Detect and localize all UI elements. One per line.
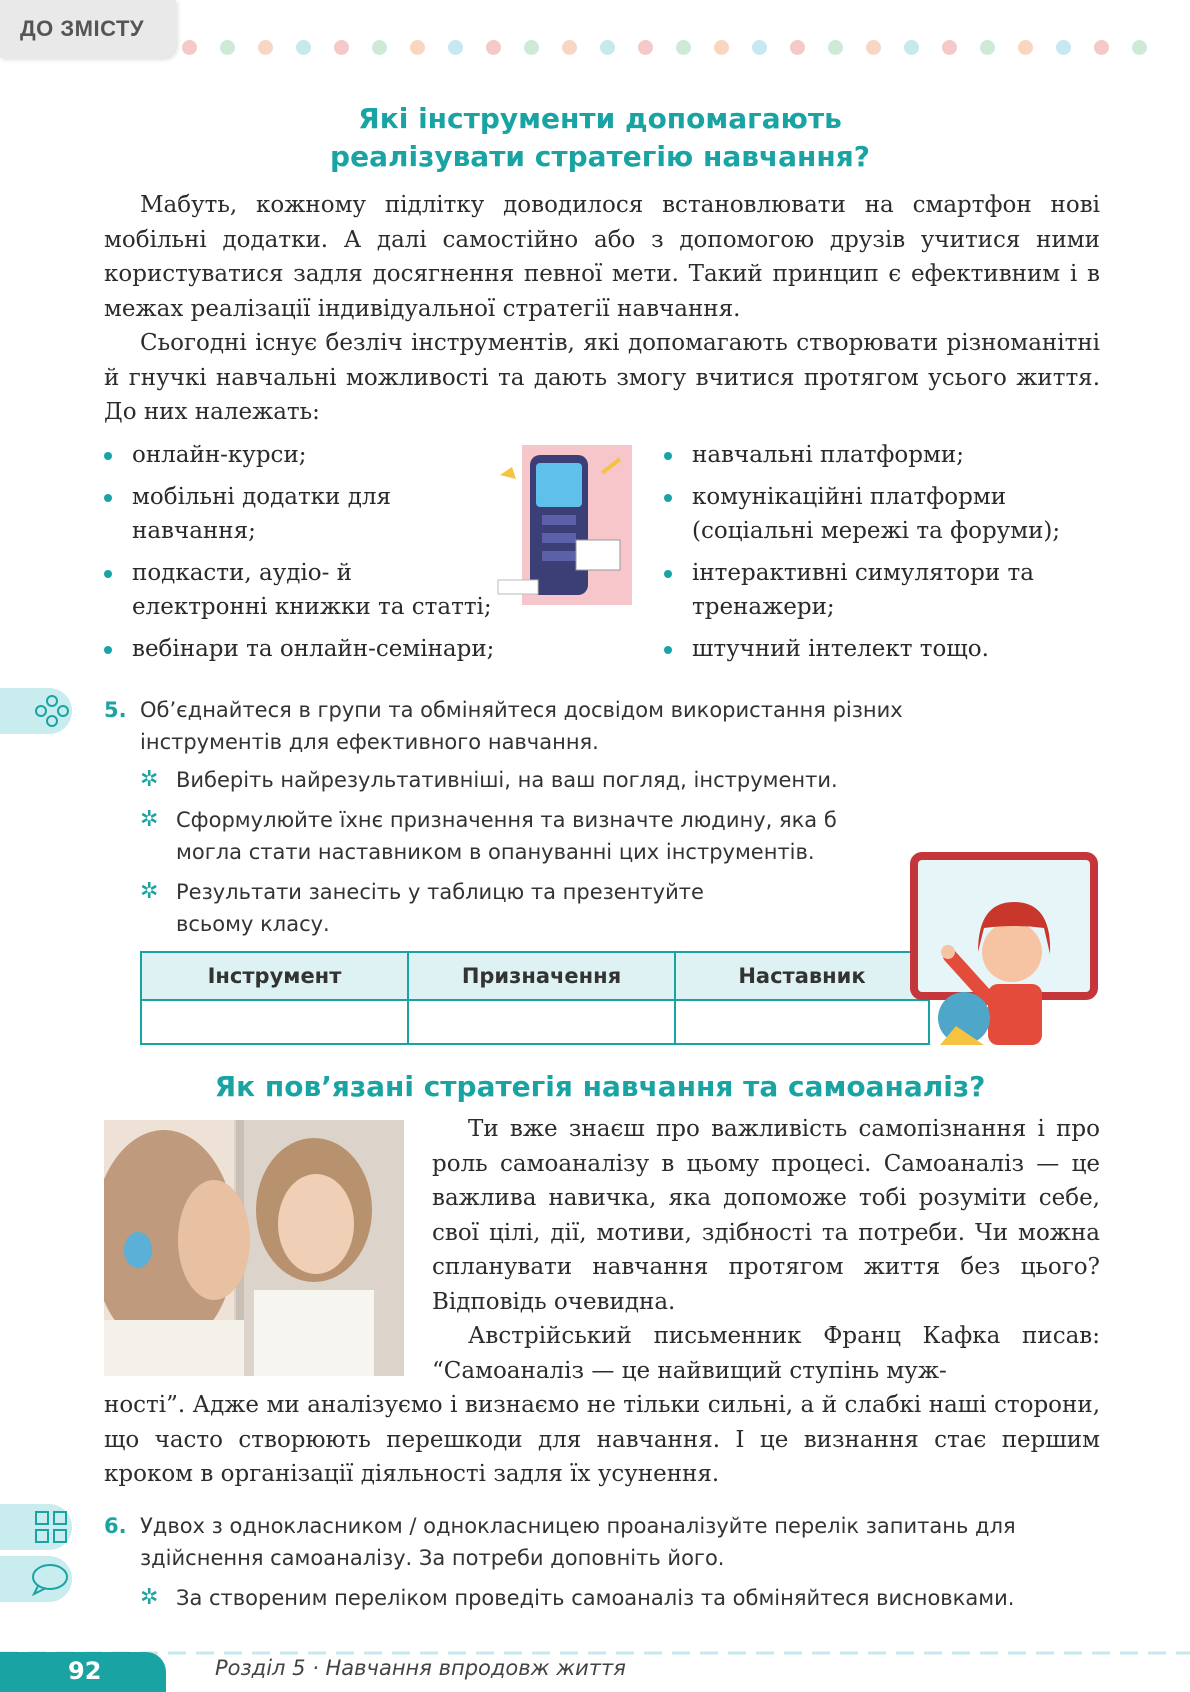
sparkle-icon: ✲	[140, 1585, 159, 1610]
section-title-line-1: Які інструменти допомагають	[358, 102, 842, 135]
list-item: штучний інтелект тощо.	[662, 632, 1102, 666]
toc-link[interactable]: ДО ЗМІСТУ	[0, 0, 176, 58]
task-number: 5.	[104, 698, 127, 722]
table-header: Призначення	[408, 952, 675, 1000]
tools-list-right	[662, 438, 1102, 674]
decorative-dot	[980, 40, 995, 55]
subtask-text: Сформулюйте їхнє призначення та визначте людину, яка б могла стати наставником в опануванні цих інструментів.	[176, 808, 837, 864]
decorative-dot	[828, 40, 843, 55]
paragraph: Ти вже знаєш про важливість самопізнання і про роль самоаналізу в цьому процесі. Самоаналіз — це важлива навичка, яка допоможе тобі розуміти себе, свої цілі, дії, мотиви, здібності та потреби. Чи можна спланувати навчання протягом життя без цього? Відповідь очевидна.	[432, 1116, 1100, 1315]
subtask-text: Виберіть найрезультативніші, на ваш погляд, інструменти.	[176, 768, 838, 792]
tools-list-left	[102, 438, 512, 674]
decorative-dot	[790, 40, 805, 55]
running-title: Розділ 5 · Навчання впродовж життя	[215, 1656, 626, 1680]
decorative-dot	[410, 40, 425, 55]
decorative-dot	[296, 40, 311, 55]
section-title-line-2: реалізувати стратегію навчання?	[330, 140, 870, 173]
decorative-dot	[1056, 40, 1071, 55]
list-item: онлайн-курси;	[102, 438, 512, 472]
sparkle-icon: ✲	[140, 807, 159, 832]
decorative-dot	[1018, 40, 1033, 55]
task-5	[104, 694, 1004, 758]
table-header: Наставник	[675, 952, 929, 1000]
paragraph: ності”. Адже ми аналізуємо і визнаємо не тільки сильні, а й слабкі наші сторони, що часто створюють перешкоди для навчання. І це визнання стає першим кроком в організації діяльності задля їх усунення.	[104, 1392, 1100, 1487]
decorative-dot	[866, 40, 881, 55]
list-item: мобільні додатки для навчання;	[102, 480, 392, 548]
task-6-subitem	[140, 1582, 1100, 1614]
subtask-text: За створеним переліком проведіть самоаналіз та обміняйтеся висновками.	[176, 1586, 1015, 1610]
teacher-illustration	[900, 848, 1100, 1045]
task-5-subitems	[140, 764, 910, 940]
decorative-dot	[220, 40, 235, 55]
decorative-dot	[258, 40, 273, 55]
self-analysis-text-continued	[104, 1388, 1100, 1492]
decorative-dot	[182, 40, 197, 55]
task-number: 6.	[104, 1514, 127, 1538]
decorative-dot	[448, 40, 463, 55]
task-text: Удвох з однокласником / однокласницею проаналізуйте перелік запитань для здійснення самоаналізу. За потреби доповніть його.	[140, 1514, 1016, 1570]
section-title: Як пов’язані стратегія навчання та самоаналіз?	[214, 1070, 986, 1103]
grid-icon	[34, 1510, 68, 1544]
table-cell[interactable]	[141, 1000, 408, 1044]
list-item: інтерактивні симулятори та тренажери;	[662, 556, 1062, 624]
section-title	[100, 100, 1100, 176]
decorative-dot	[714, 40, 729, 55]
table-header: Інструмент	[141, 952, 408, 1000]
self-analysis-text	[432, 1112, 1100, 1388]
list-item: навчальні платформи;	[662, 438, 1102, 472]
discussion-tab	[0, 1556, 72, 1602]
paragraph: Мабуть, кожному підлітку доводилося встановлювати на смартфон нові мобільні додатки. А далі самостійно або з допомогою друзів учитися ними користуватися задля досягнення певної мети. Такий принцип є ефективним і в межах реалізації індивідуальної стратегії навчання.	[104, 192, 1100, 322]
paragraph: Сьогодні існує безліч інструментів, які допомагають створювати різноманітні й гнучкі навчальні можливості та дають змогу вчитися протягом усього життя. До них належать:	[104, 330, 1100, 425]
tools-table	[140, 951, 930, 1045]
footer-dashes	[0, 1640, 1190, 1644]
decorative-dot	[1132, 40, 1147, 55]
decorative-dot	[372, 40, 387, 55]
intro-text	[104, 188, 1100, 430]
list-item: вебінари та онлайн-семінари;	[102, 632, 582, 666]
table-row	[141, 1000, 929, 1044]
table-cell[interactable]	[675, 1000, 929, 1044]
task-text: Об’єднайтеся в групи та обміняйтеся досвідом використання різних інструментів для ефективного навчання.	[140, 698, 903, 754]
decorative-dot	[752, 40, 767, 55]
decorative-dot	[1094, 40, 1109, 55]
table-header-row	[141, 952, 929, 1000]
decorative-dot	[486, 40, 501, 55]
mirror-photo	[104, 1120, 404, 1376]
decorative-dot	[334, 40, 349, 55]
list-item: подкасти, аудіо- й електронні книжки та статті;	[102, 556, 492, 624]
decorative-dot	[562, 40, 577, 55]
decorative-dot	[600, 40, 615, 55]
decorative-dot	[638, 40, 653, 55]
page-number: 92	[0, 1652, 166, 1692]
table-cell[interactable]	[408, 1000, 675, 1044]
sparkle-icon: ✲	[140, 879, 159, 904]
phone-illustration	[490, 445, 642, 605]
sparkle-icon: ✲	[140, 767, 159, 792]
list-item: комунікаційні платформи (соціальні мережі та форуми);	[662, 480, 1097, 548]
decorative-dot	[942, 40, 957, 55]
subtask-text: Результати занесіть у таблицю та презентуйте всьому класу.	[176, 880, 704, 936]
paragraph: Австрійський письменник Франц Кафка писав: “Самоаналіз — це найвищий ступінь муж-	[432, 1323, 1100, 1384]
group-work-tab	[0, 688, 72, 734]
group-icon	[34, 694, 70, 728]
questions-tab	[0, 1504, 72, 1550]
speech-bubble-icon	[30, 1562, 70, 1596]
decorative-dot	[524, 40, 539, 55]
decorative-dot	[676, 40, 691, 55]
task-6	[104, 1510, 1100, 1574]
decorative-dot	[904, 40, 919, 55]
decorative-dots	[182, 40, 1182, 60]
